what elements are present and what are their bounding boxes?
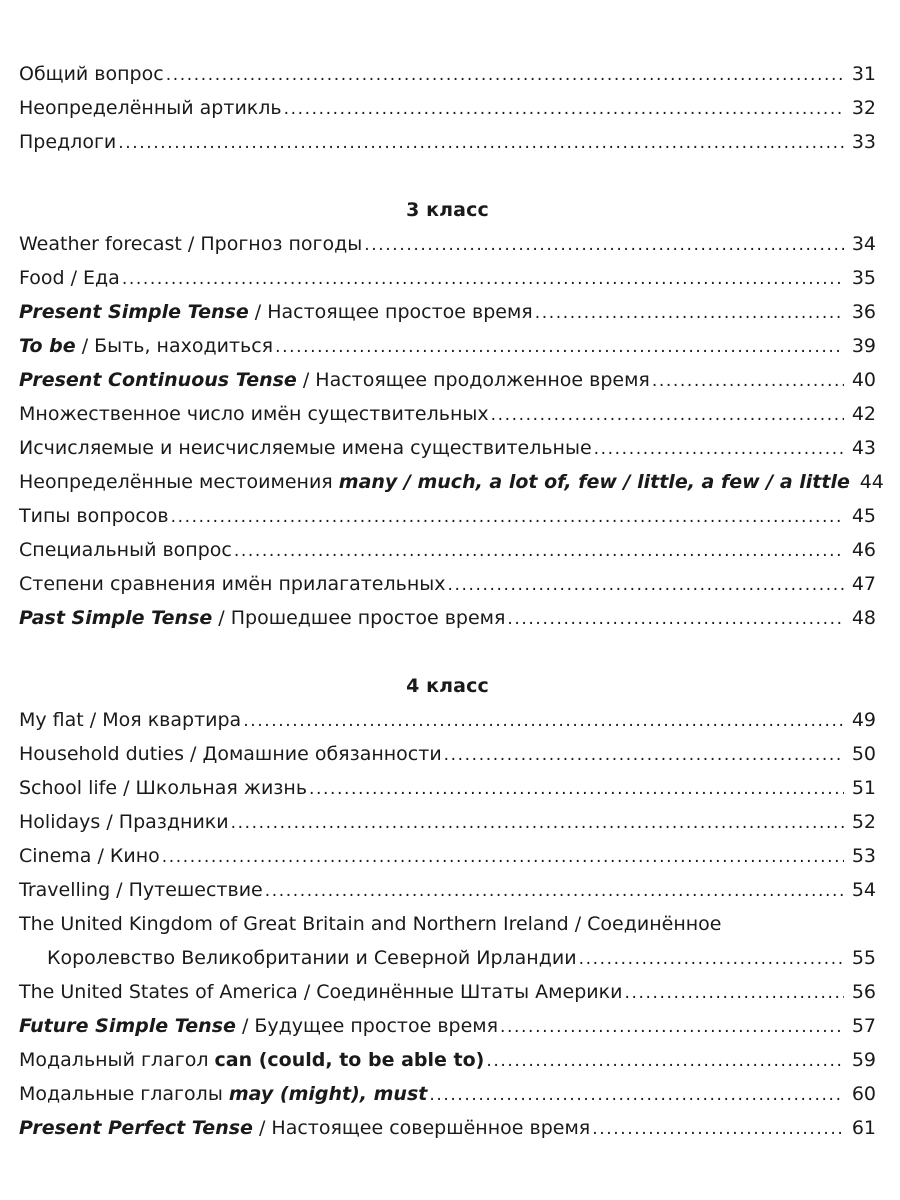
- title-part: Общий вопрос: [19, 63, 164, 85]
- toc-entry[interactable]: [19, 703, 876, 737]
- dot-leader: [265, 874, 844, 908]
- toc-entry[interactable]: [19, 839, 876, 873]
- entry-title: [19, 57, 164, 91]
- dot-leader: [171, 500, 844, 534]
- page-number: 61: [851, 1117, 876, 1139]
- toc-entry[interactable]: [19, 57, 876, 91]
- title-part: / Настоящее простое время: [248, 301, 533, 323]
- dot-leader: [486, 1044, 844, 1078]
- page-number: 49: [851, 709, 876, 731]
- page-number: 46: [851, 539, 876, 561]
- title-part: Food / Еда: [19, 267, 120, 289]
- toc-entry[interactable]: [19, 295, 876, 329]
- entry-title: [19, 839, 160, 873]
- title-part: can (could, to be able to): [214, 1049, 485, 1071]
- dot-leader: [652, 364, 844, 398]
- section-heading: 4 класс: [406, 675, 489, 697]
- title-part: The United Kingdom of Great Britain and Northern Ireland / Соединённое: [19, 913, 722, 935]
- toc-entry[interactable]: [19, 975, 876, 1009]
- dot-leader: [429, 1078, 844, 1112]
- title-part: Исчисляемые и неисчисляемые имена существительные: [19, 437, 592, 459]
- title-part: School life / Школьная жизнь: [19, 777, 308, 799]
- page-number: 52: [851, 811, 876, 833]
- toc-section: [19, 635, 876, 1145]
- title-part: Предлоги: [19, 131, 117, 153]
- toc-entry[interactable]: [19, 533, 876, 567]
- toc-entry[interactable]: [19, 397, 876, 431]
- entry-title: [19, 261, 120, 295]
- page-number: 47: [851, 573, 876, 595]
- toc-section: [19, 159, 884, 635]
- page-number: 45: [851, 505, 876, 527]
- title-part: Специальный вопрос: [19, 539, 232, 561]
- entry-title: [19, 465, 850, 499]
- dot-leader: [284, 92, 844, 126]
- entry-title: [19, 805, 229, 839]
- toc-entry[interactable]: [19, 363, 876, 397]
- dot-leader: [309, 772, 844, 806]
- dot-leader: [122, 262, 844, 296]
- title-part: Present Perfect Tense: [19, 1117, 253, 1139]
- title-part: My flat / Моя квартира: [19, 709, 242, 731]
- toc-entry[interactable]: [19, 431, 876, 465]
- toc-entry[interactable]: [19, 873, 876, 907]
- title-part: / Настоящее продолженное время: [296, 369, 650, 391]
- toc-entry[interactable]: [19, 91, 876, 125]
- dot-leader: [444, 738, 844, 772]
- page-number: 32: [851, 97, 876, 119]
- toc-entry[interactable]: [19, 465, 884, 499]
- dot-leader: [535, 296, 844, 330]
- title-part: Present Continuous Tense: [19, 369, 297, 391]
- title-part: Множественное число имён существительных: [19, 403, 489, 425]
- entry-title: [19, 533, 232, 567]
- entry-title: [19, 737, 442, 771]
- entry-title: [19, 499, 169, 533]
- toc-entry[interactable]: [19, 805, 876, 839]
- page-number: 34: [851, 233, 876, 255]
- dot-leader: [579, 942, 844, 976]
- entry-title: [19, 227, 362, 261]
- entry-title: [19, 363, 650, 397]
- page-number: 33: [851, 131, 876, 153]
- entry-title: [19, 703, 241, 737]
- title-part: Future Simple Tense: [19, 1015, 236, 1037]
- title-part: Weather forecast / Прогноз погоды: [19, 233, 363, 255]
- entry-title: [19, 431, 592, 465]
- title-part: Household duties / Домашние обязанности: [19, 743, 442, 765]
- dot-leader: [594, 432, 844, 466]
- dot-leader: [231, 806, 844, 840]
- dot-leader: [162, 840, 844, 874]
- entry-title: [19, 873, 263, 907]
- title-part: / Прошедшее простое время: [212, 607, 506, 629]
- entry-title: [19, 295, 533, 329]
- toc-entry[interactable]: [19, 771, 876, 805]
- title-part: Past Simple Tense: [19, 607, 213, 629]
- section-gap: [19, 635, 876, 669]
- entry-title: [19, 975, 622, 1009]
- page-number: 44: [859, 471, 884, 493]
- page-number: 59: [851, 1049, 876, 1071]
- toc-entry-continuation[interactable]: [19, 941, 876, 975]
- title-part: The United States of America / Соединённые Штаты Америки: [19, 981, 623, 1003]
- page-number: 53: [851, 845, 876, 867]
- table-of-contents: [19, 57, 884, 1145]
- dot-leader: [275, 330, 844, 364]
- section-gap: [19, 159, 876, 193]
- page-number: 36: [851, 301, 876, 323]
- title-part: / Будущее простое время: [235, 1015, 499, 1037]
- page-number: 42: [851, 403, 876, 425]
- page-number: 40: [851, 369, 876, 391]
- title-part: may (might), must: [228, 1083, 428, 1105]
- dot-leader: [118, 126, 844, 160]
- entry-title: [19, 601, 505, 635]
- page-number: 54: [851, 879, 876, 901]
- toc-entry[interactable]: [19, 1077, 876, 1111]
- toc-entry[interactable]: [19, 907, 876, 941]
- page-number: 51: [851, 777, 876, 799]
- dot-leader: [500, 1010, 844, 1044]
- title-part: / Настоящее совершённое время: [252, 1117, 591, 1139]
- page-number: 48: [851, 607, 876, 629]
- title-part: Travelling / Путешествие: [19, 879, 263, 901]
- title-part: Королевство Великобритании и Северной Ирландии: [47, 947, 577, 969]
- title-part: Неопределённые местоимения: [19, 471, 339, 493]
- title-part: Неопределённый артикль: [19, 97, 282, 119]
- title-part: Holidays / Праздники: [19, 811, 229, 833]
- dot-leader: [364, 228, 844, 262]
- title-part: Present Simple Tense: [19, 301, 249, 323]
- entry-title: [19, 125, 116, 159]
- toc-entry[interactable]: [19, 1043, 876, 1077]
- toc-entry[interactable]: [19, 329, 876, 363]
- page-number: 35: [851, 267, 876, 289]
- dot-leader: [448, 568, 845, 602]
- entry-title: [19, 771, 307, 805]
- entry-title: [19, 1043, 484, 1077]
- dot-leader: [243, 704, 844, 738]
- entry-title: [19, 907, 722, 941]
- page-number: 57: [851, 1015, 876, 1037]
- entry-title: [19, 567, 446, 601]
- page-number: 50: [851, 743, 876, 765]
- title-part: Модальные глаголы: [19, 1083, 229, 1105]
- title-part: Степени сравнения имён прилагательных: [19, 573, 446, 595]
- title-part: / Быть, находиться: [75, 335, 274, 357]
- entry-title: [19, 397, 489, 431]
- dot-leader: [491, 398, 844, 432]
- dot-leader: [507, 602, 844, 636]
- toc-entry[interactable]: [19, 499, 876, 533]
- dot-leader: [166, 58, 844, 92]
- toc-entry[interactable]: [19, 125, 876, 159]
- entry-title: [19, 1077, 427, 1111]
- page-number: 60: [851, 1083, 876, 1105]
- title-part: Типы вопросов: [19, 505, 169, 527]
- section-heading: 3 класс: [406, 199, 489, 221]
- page-number: 56: [851, 981, 876, 1003]
- title-part: To be: [19, 335, 76, 357]
- title-part: Модальный глагол: [19, 1049, 215, 1071]
- dot-leader: [624, 976, 844, 1010]
- toc-section: [19, 57, 876, 159]
- toc-entry[interactable]: [19, 227, 876, 261]
- page-number: 39: [851, 335, 876, 357]
- entry-title: [19, 1111, 590, 1145]
- entry-title: [47, 941, 577, 975]
- toc-entry[interactable]: [19, 601, 876, 635]
- dot-leader: [592, 1112, 844, 1146]
- entry-title: [19, 91, 282, 125]
- page-number: 55: [851, 947, 876, 969]
- dot-leader: [234, 534, 844, 568]
- toc-entry[interactable]: [19, 1009, 876, 1043]
- toc-entry[interactable]: [19, 567, 876, 601]
- toc-entry[interactable]: [19, 1111, 876, 1145]
- toc-entry[interactable]: [19, 737, 876, 771]
- toc-entry[interactable]: [19, 261, 876, 295]
- page-number: 31: [851, 63, 876, 85]
- page-number: 43: [851, 437, 876, 459]
- entry-title: [19, 1009, 498, 1043]
- title-part: many / much, a lot of, few / little, a few / a little: [338, 471, 850, 493]
- entry-title: [19, 329, 273, 363]
- title-part: Cinema / Кино: [19, 845, 160, 867]
